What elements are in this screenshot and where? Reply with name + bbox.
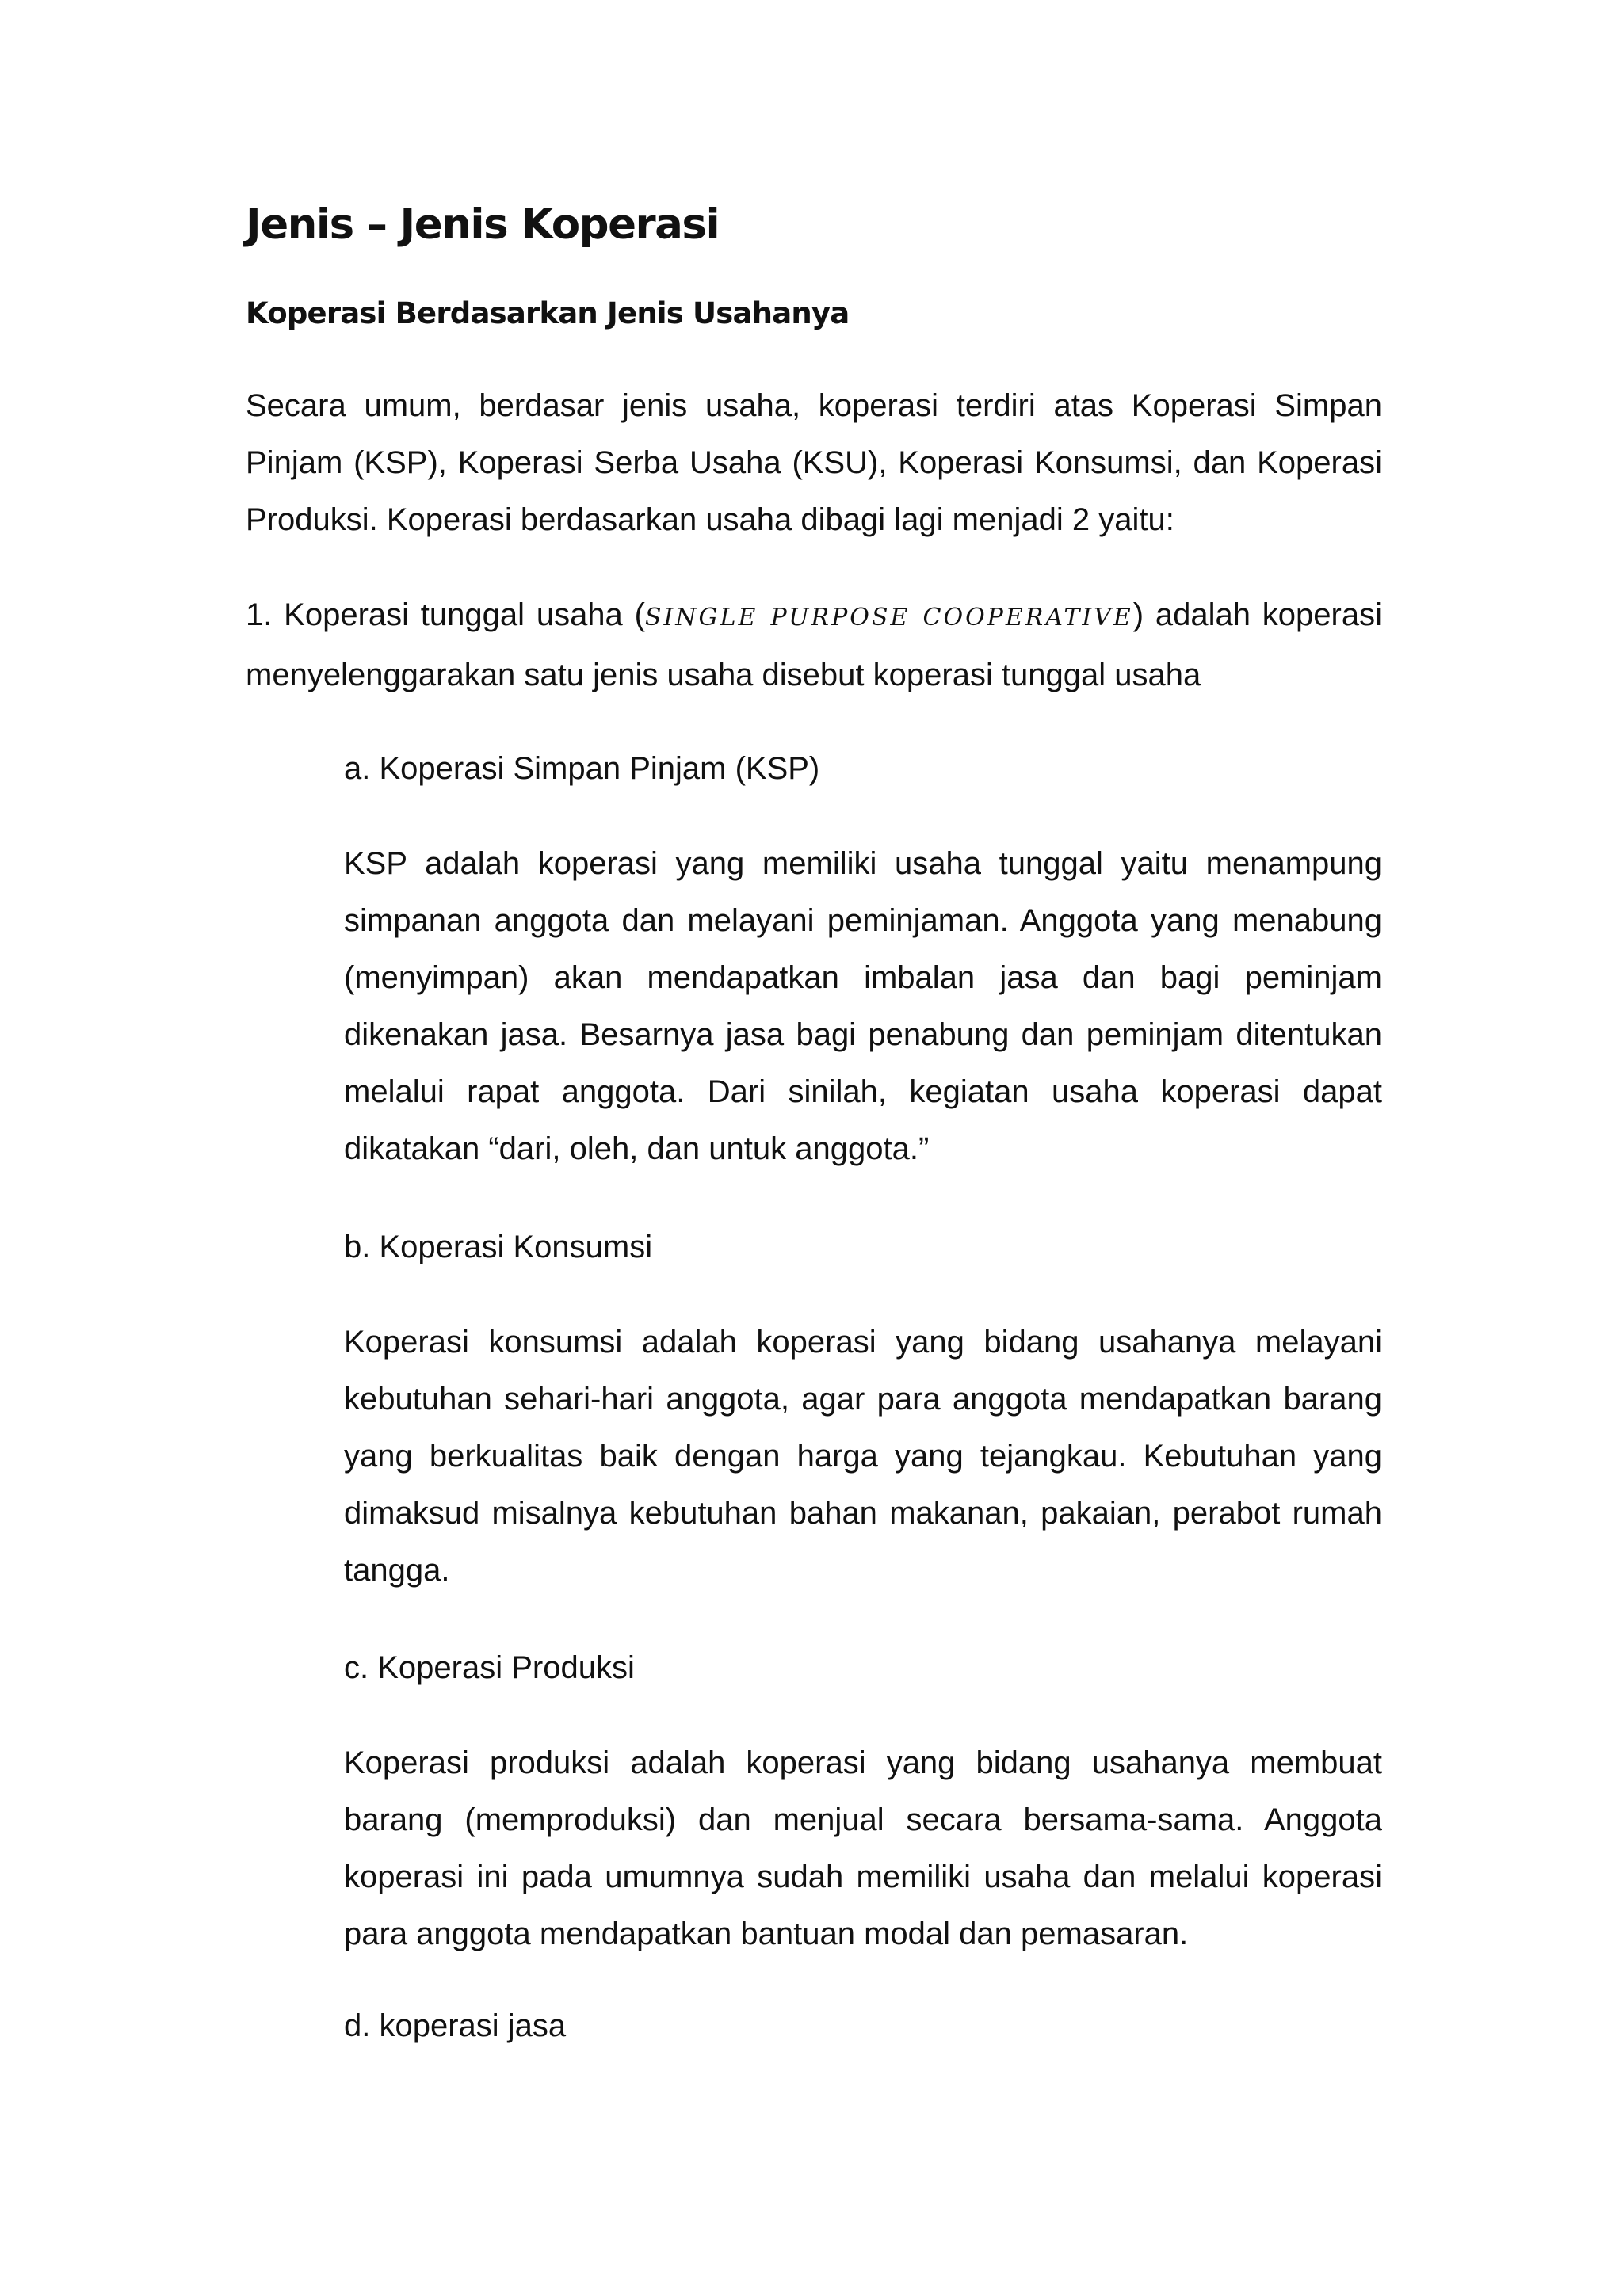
paragraph-ksp: KSP adalah koperasi yang memiliki usaha tunggal yaitu menampung simpanan anggota dan melayani peminjaman. Anggota yang menabung (menyimpan) akan mendapatkan imbalan jasa dan bagi peminjam dikenakan jasa. Besarnya jasa bagi penabung dan peminjam ditentukan melalui rapat anggota. Dari sinilah, kegiatan usaha koperasi dapat dikatakan “dari, oleh, dan untuk anggota.” xyxy=(344,846,1382,1166)
paragraph-produksi: Koperasi produksi adalah koperasi yang bidang usahanya membuat barang (memproduksi) dan menjual secara bersama-sama. Anggota koperasi ini pada umumnya sudah memiliki usaha dan melalui koperasi para anggota mendapatkan bantuan modal dan pemasaran. xyxy=(344,1745,1382,1951)
section-subtitle: Koperasi Berdasarkan Jenis Usahanya xyxy=(246,296,850,330)
document-title: Jenis – Jenis Koperasi xyxy=(246,200,720,249)
list-item-1-lead: 1. Koperasi tunggal usaha ( xyxy=(246,597,645,632)
paragraph-konsumsi: Koperasi konsumsi adalah koperasi yang bidang usahanya melayani kebutuhan sehari-hari anggota, agar para anggota mendapatkan barang yang berkualitas baik dengan harga yang tejangkau. Kebutuhan yang dimaksud misalnya kebutuhan bahan makanan, pakaian, perabot rumah tangga. xyxy=(344,1325,1382,1588)
intro-paragraph: Secara umum, berdasar jenis usaha, koperasi terdiri atas Koperasi Simpan Pinjam (KSP), Koperasi Serba Usaha (KSU), Koperasi Konsumsi, dan Koperasi Produksi. Koperasi berdasarkan usaha dibagi lagi menjadi 2 yaitu: xyxy=(246,388,1382,537)
subheading-ksp: a. Koperasi Simpan Pinjam (KSP) xyxy=(344,751,820,786)
subheading-produksi: c. Koperasi Produksi xyxy=(344,1650,635,1685)
list-item-1-rest: ) adalah koperasi menyelenggarakan satu jenis usaha disebut koperasi tunggal usaha xyxy=(246,597,1382,692)
subheading-jasa: d. koperasi jasa xyxy=(344,2008,567,2043)
subheading-konsumsi: b. Koperasi Konsumsi xyxy=(344,1230,653,1264)
list-item-1 xyxy=(246,586,1382,704)
italic-term: SINGLE PURPOSE COOPERATIVE xyxy=(644,604,1133,631)
